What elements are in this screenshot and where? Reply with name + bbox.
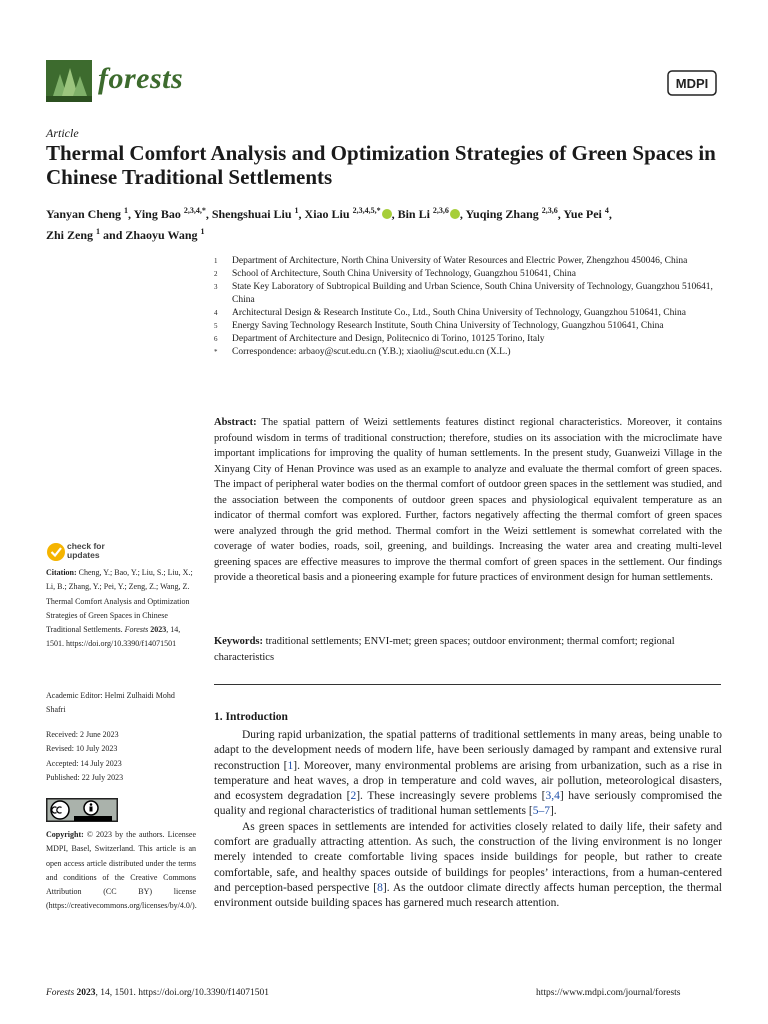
article-type: Article [46,126,79,140]
affiliations [214,255,726,359]
author[interactable]: Bin Li $^{2,3,6}$ [397,206,449,221]
journal-name: forests [98,62,184,95]
forests-logo-icon [46,60,92,102]
affiliation: 1 Department of Architecture, North China University of Water Resources and Electric Power, Zhengzhou 450046, China [214,256,688,266]
affiliation: 6 Department of Architecture and Design, Politecnico di Torino, 10125 Torino, Italy [214,334,545,344]
author[interactable]: Yue Pei $^4$ [563,206,609,221]
reference-link[interactable]: 3,4 [545,790,560,803]
paragraph: As green spaces in settlements are intended for activities closely related to daily life, their safety and comfort are gradually attracting attention. As such, the construction of the living environment is no longer merely intended to create comfortable living spaces inside buildings for people, but rather to create comfortable, safe, and healthy spaces outside of buildings for peoples’ interactions, from a human-centered and perception-based perspective [8]. As the outdoor climate directly affects human perception, the thermal environment outside building spaces has garnered much research attention. [214,820,722,910]
footer-journal-url[interactable]: https://www.mdpi.com/journal/forests [536,988,681,998]
reference-link[interactable]: 2 [350,790,357,803]
cc-by-license-icon[interactable] [46,798,118,822]
orcid-icon[interactable] [450,209,460,219]
mdpi-logo-icon [667,70,717,96]
author[interactable]: Zhi Zeng $^1$ [46,227,101,242]
footer-doi-link[interactable]: , 14, 1501. https://doi.org/10.3390/f14071501 [95,988,269,998]
paragraph: During rapid urbanization, the spatial patterns of traditional settlements in many areas, being unable to adapt to the development needs of modern life, have been seriously damaged by rampant and extensive rural reconstruction [1]. Moreover, many environmental problems are arising from urbanization, such as a rise in temperature and heat waves, a drop in temperature and cold waves, air pollution, meteorological disasters, and ecosystem degradation [2]. These increasingly severe problems [3,4] have seriously compromised the quality and regional characteristics of traditional human settlements [5–7]. [214,729,722,818]
section-heading: 1. Introduction [214,711,288,723]
author[interactable]: Zhaoyu Wang $^1$ [125,227,205,242]
author[interactable]: Ying Bao $^{2,3,4,*}$ [133,206,206,221]
footer-citation: Forests 2023, 14, 1501. https://doi.org/10.3390/f14071501 [46,988,269,998]
reference-link[interactable]: 8 [377,881,383,894]
affiliation: 5 Energy Saving Technology Research Institute, South China University of Technology, Guangzhou 510641, China [214,321,664,331]
academic-editor: Academic Editor: Helmi Zulhaidi Mohd Shafri [46,691,175,715]
affiliation: 2 School of Architecture, South China University of Technology, Guangzhou 510641, China [214,269,576,279]
reference-link[interactable]: 1 [287,759,294,772]
author[interactable]: Yanyan Cheng $^1$ [46,206,129,221]
affiliation: 4 Architectural Design & Research Institute Co., Ltd., South China University of Technology, Guangzhou 510641, China [214,308,686,318]
correspondence[interactable]: * Correspondence: arbaoy@scut.edu.cn (Y.B.); xiaoliu@scut.edu.cn (X.L.) [214,347,511,357]
citation-doi-link[interactable]: 14, 1501. https://doi.org/10.3390/f14071501 [46,625,181,649]
author[interactable]: Xiao Liu $^{2,3,4,5,*}$ [304,206,381,221]
author[interactable]: Yuqing Zhang $^{2,3,6}$ [465,206,558,221]
orcid-icon[interactable] [382,209,392,219]
check-for-updates-label[interactable]: check for updates [67,541,105,560]
publisher-name: MDPI [675,76,709,91]
keywords: Keywords: traditional settlements; ENVI-met; green spaces; outdoor environment; thermal comfort; regional characteristics [214,636,675,663]
author-list: Yanyan Cheng $^1$, Ying Bao $^{2,3,4,*}$, Shengshuai Liu $^1$, Xiao Liu $^{2,3,4,5,*}$ , Bin Li $^{2,3,6}$ , Yuqing Zhang $^{2,3,6}$, Yue Pei $^4$, Zhi Zeng $^1$ and Zhaoyu Wang $^1$ [46,206,612,242]
body-text [214,728,722,912]
citation: Citation: Cheng, Y.; Bao, Y.; Liu, S.; Liu, X.; Li, B.; Zhang, Y.; Pei, Y.; Zeng, Z.; Wang, Z. Thermal Comfort Analysis and Optimization Strategies of Green Spaces in Chinese Traditional Settlements. Forests 2023, 14, 1501. https://doi.org/10.3390/f14071501 [46,568,193,649]
affiliation: 3 State Key Laboratory of Subtropical Building and Urban Science, South China University of Technology, Guangzhou 510641, China [214,282,713,305]
author[interactable]: Shengshuai Liu $^1$ [211,206,299,221]
section-divider [214,684,721,685]
copyright-notice: Copyright: © 2023 by the authors. Licensee MDPI, Basel, Switzerland. This article is an open access article distributed under the terms and conditions of the Creative Commons Attribution (CC BY) license (https://creativecommons.org/licenses/by/4.0/). [46,830,197,911]
publication-dates: Received: 2 June 2023 Revised: 10 July 2023 Accepted: 14 July 2023 Published: 22 July 2023 [46,730,124,782]
abstract: Abstract: The spatial pattern of Weizi settlements features distinct regional characteristics. Moreover, it contains profound wisdom in terms of traditional construction; therefore, studies on its association with the microclimate have important implications for improving the quality of human settlements. In the present study, Guanweizi Village in the Xinyang City of Henan Province was used as an example to analyze and evaluate the thermal comfort of green spaces. The impact of peripheral water bodies on the thermal comfort of outdoor green spaces in the settlement was studied, and the association between the components of outdoor green spaces and physiological equivalent temperature as an indicator of thermal comfort was explored. Further, factors negatively affecting the thermal comfort of green spaces were analyzed through the grid method. Thermal comfort in the Weizi settlement is somewhat correlated with the coverage of water bodies, roads, soil, greening, and buildings. Increasing the water area and creating multi-level greening spaces are effective measures to improve the thermal comfort of green spaces in the settlement. Our findings provide a theoretical basis and a pioneering example for future practices of environment design for human settlements. [214,417,722,583]
reference-link[interactable]: 5–7 [532,805,550,818]
article-title: Thermal Comfort Analysis and Optimization Strategies of Green Spaces in Chinese Traditional Settlements [46,141,716,189]
